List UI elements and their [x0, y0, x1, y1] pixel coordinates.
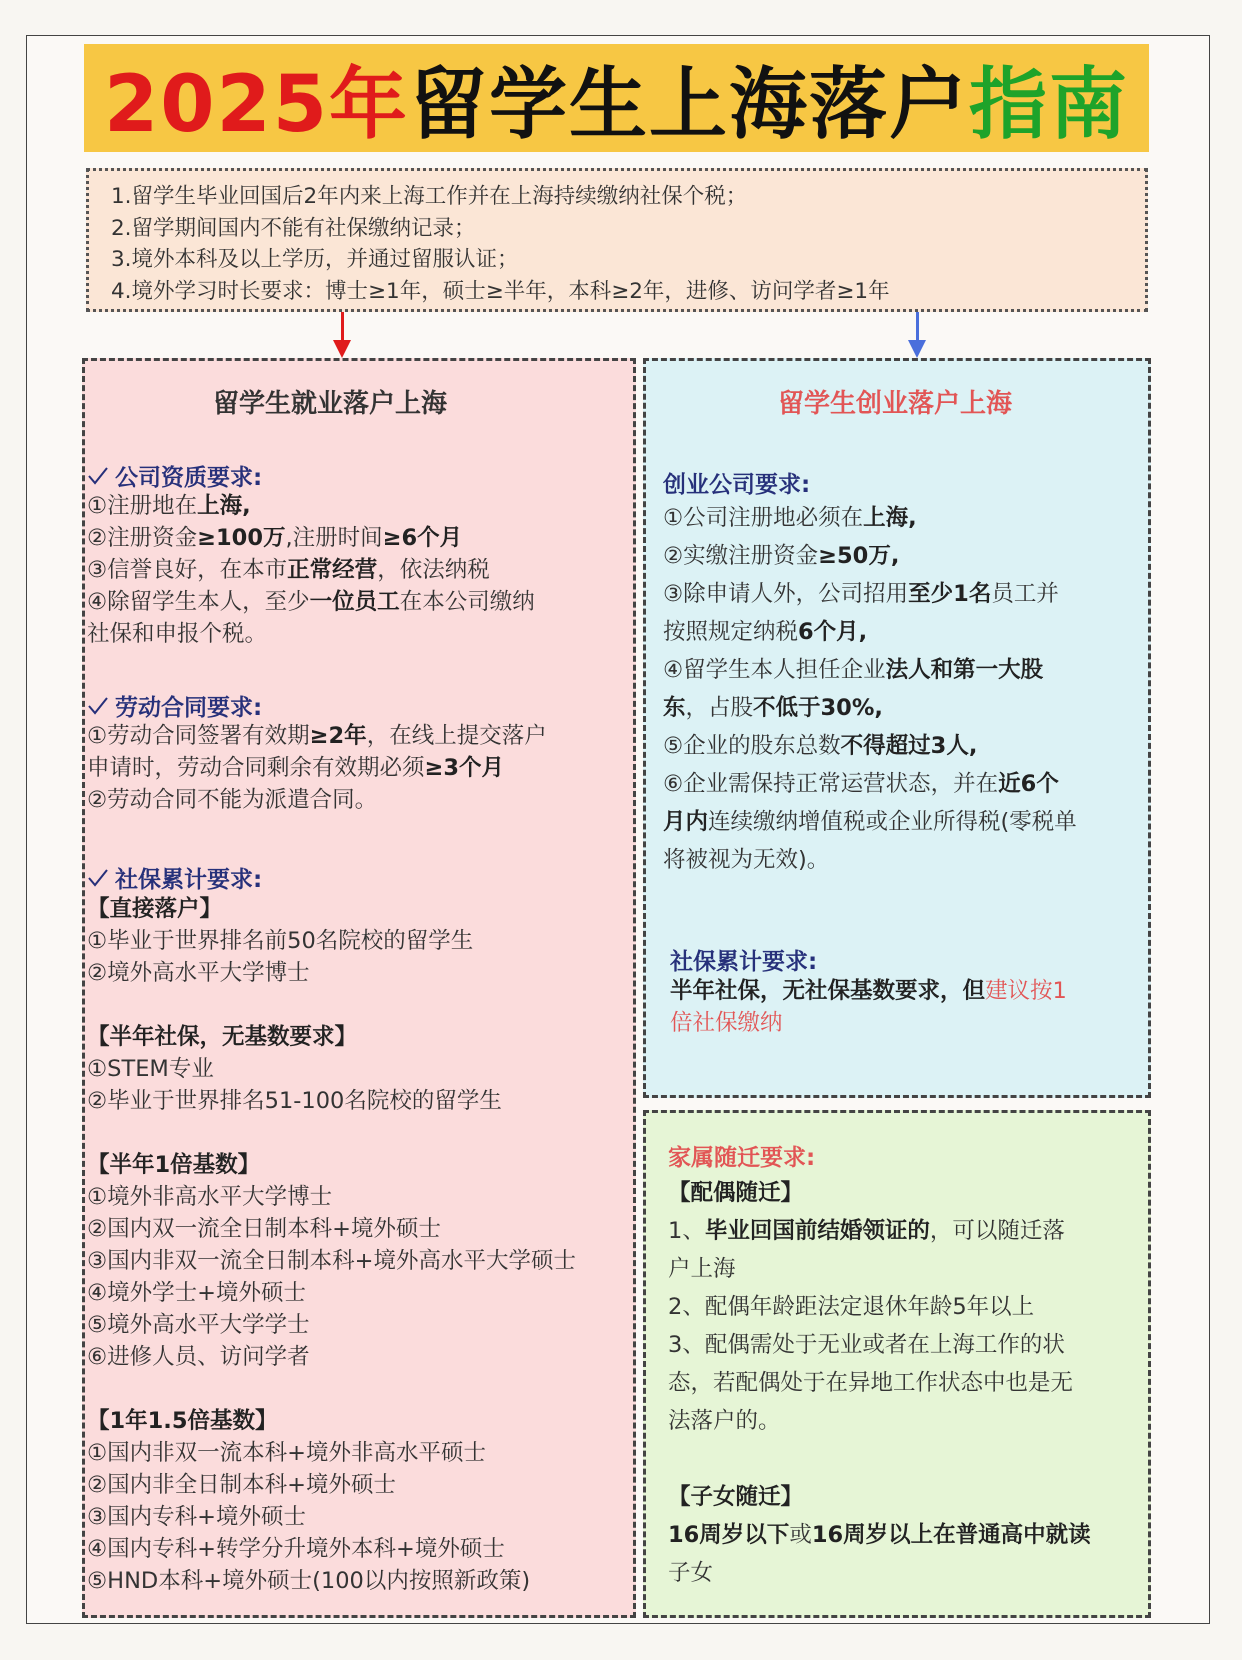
list-item: ⑤境外高水平大学学士	[87, 1312, 310, 1338]
list-item: ④境外学士+境外硕士	[87, 1280, 307, 1306]
line: 半年社保，无社保基数要求，但建议按1	[670, 978, 1067, 1004]
employment-panel	[82, 358, 636, 1618]
check-icon	[87, 696, 109, 716]
line: ④留学生本人担任企业法人和第一大股	[663, 657, 1044, 683]
condition-2: 2.留学期间国内不能有社保缴纳记录；	[111, 215, 476, 241]
basic-conditions-box	[86, 168, 1148, 312]
line: ②注册资金≥100万,注册时间≥6个月	[87, 525, 463, 551]
startup-panel	[643, 358, 1151, 1098]
title-banner	[84, 44, 1149, 152]
list-item: ②国内双一流全日制本科+境外硕士	[87, 1216, 442, 1242]
group-label: 【配偶随迁】	[668, 1180, 804, 1206]
list-item: ①毕业于世界排名前50名院校的留学生	[87, 928, 474, 954]
line: ③信誉良好，在本市正常经营，依法纳税	[87, 557, 490, 583]
line: 按照规定纳税6个月,	[663, 619, 868, 645]
line: 法落户的。	[668, 1408, 781, 1434]
list-item: ③国内专科+境外硕士	[87, 1504, 307, 1530]
line: ①注册地在上海,	[87, 493, 251, 519]
list-item: ⑤HND本科+境外硕士(100以内按照新政策)	[87, 1568, 531, 1594]
line: 态，若配偶处于在异地工作状态中也是无	[668, 1370, 1074, 1396]
social-section-heading	[87, 861, 262, 894]
contract-heading-text: 劳动合同要求:	[115, 695, 263, 721]
family-panel	[643, 1110, 1151, 1618]
list-item: ①STEM专业	[87, 1056, 214, 1082]
line: 户上海	[668, 1256, 736, 1282]
line: 3、配偶需处于无业或者在上海工作的状	[668, 1332, 1065, 1358]
family-requirements	[668, 1174, 1091, 1592]
contract-section-heading	[87, 689, 262, 722]
line: 倍社保缴纳	[670, 1010, 783, 1036]
line: ⑤企业的股东总数不得超过3人,	[663, 733, 978, 759]
check-icon	[87, 868, 109, 888]
group-label: 【子女随迁】	[668, 1484, 804, 1510]
line: 2、配偶年龄距法定退休年龄5年以上	[668, 1294, 1035, 1320]
list-item: ④国内专科+转学分升境外本科+境外硕士	[87, 1536, 505, 1562]
employment-title: 留学生就业落户上海	[213, 389, 448, 419]
condition-3: 3.境外本科及以上学历，并通过留服认证；	[111, 247, 519, 272]
contract-requirements	[87, 720, 547, 816]
company-requirements	[87, 490, 535, 650]
line: ①公司注册地必须在上海,	[663, 505, 917, 531]
startup-title: 留学生创业落户上海	[778, 389, 1013, 419]
line: ①劳动合同签署有效期≥2年，在线上提交落户	[87, 723, 547, 749]
startup-section-heading: 创业公司要求:	[663, 472, 811, 498]
startup-requirements	[663, 499, 1077, 879]
condition-1: 1.留学生毕业回国后2年内来上海工作并在上海持续缴纳社保个税；	[111, 184, 748, 209]
list-item: ⑥进修人员、访问学者	[87, 1344, 310, 1370]
company-heading-text: 公司资质要求:	[115, 465, 263, 491]
title-year: 2025年	[103, 60, 410, 150]
line: 1、毕业回国前结婚领证的，可以随迁落	[668, 1218, 1065, 1244]
startup-social-text	[670, 975, 1067, 1039]
list-item: ②国内非全日制本科+境外硕士	[87, 1472, 397, 1498]
line: ③除申请人外，公司招用至少1名员工并	[663, 581, 1059, 607]
condition-4: 4.境外学习时长要求：博士≥1年，硕士≥半年，本科≥2年，进修、访问学者≥1年	[111, 278, 890, 304]
title-middle: 留学生上海落户	[409, 60, 970, 150]
group-label: 【半年1倍基数】	[87, 1152, 261, 1178]
list-item: ③国内非双一流全日制本科+境外高水平大学硕士	[87, 1248, 577, 1274]
title-end: 指南	[969, 60, 1130, 150]
group-label: 【半年社保，无基数要求】	[87, 1024, 358, 1050]
line: 申请时，劳动合同剩余有效期必须≥3个月	[87, 755, 505, 781]
list-item: ①境外非高水平大学博士	[87, 1184, 333, 1210]
line: ④除留学生本人，至少一位员工在本公司缴纳	[87, 589, 535, 615]
company-section-heading	[87, 459, 262, 492]
line: ②实缴注册资金≥50万,	[663, 543, 900, 569]
check-icon	[87, 466, 109, 486]
line: 将被视为无效)。	[663, 847, 830, 873]
line: 东，占股不低于30%,	[663, 695, 883, 721]
family-heading: 家属随迁要求:	[668, 1145, 816, 1171]
line: 子女	[668, 1560, 714, 1586]
line: 社保和申报个税。	[87, 621, 268, 647]
list-item: ②境外高水平大学博士	[87, 960, 310, 986]
line: ②劳动合同不能为派遣合同。	[87, 787, 378, 813]
line: 月内连续缴纳增值税或企业所得税(零税单	[663, 809, 1077, 835]
line: 16周岁以下或16周岁以上在普通高中就读	[668, 1522, 1091, 1548]
line: ⑥企业需保持正常运营状态，并在近6个	[663, 771, 1059, 797]
startup-social-heading: 社保累计要求:	[670, 949, 818, 975]
social-requirements	[87, 893, 576, 1597]
group-label: 【直接落户】	[87, 896, 223, 922]
social-heading-text: 社保累计要求:	[115, 867, 263, 893]
list-item: ②毕业于世界排名51-100名院校的留学生	[87, 1088, 502, 1114]
list-item: ①国内非双一流本科+境外非高水平硕士	[87, 1440, 487, 1466]
group-label: 【1年1.5倍基数】	[87, 1408, 278, 1434]
